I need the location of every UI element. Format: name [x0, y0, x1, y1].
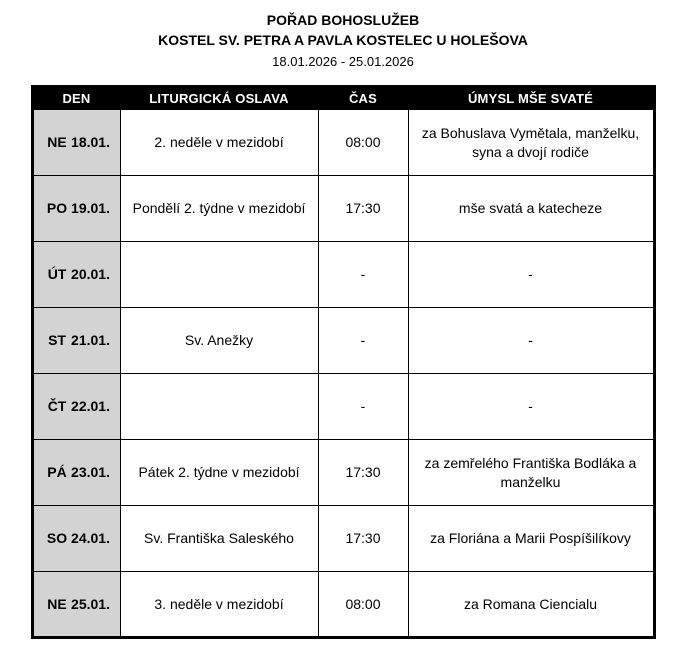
day-cell	[32, 374, 120, 440]
day-date: 23.01.	[71, 464, 110, 481]
day-abbr: ST	[48, 332, 66, 349]
celebration-cell	[120, 242, 318, 308]
day-abbr: SO	[46, 530, 68, 547]
day-date: 25.01.	[71, 595, 110, 612]
day-cell	[32, 440, 120, 506]
celebration-cell: Pondělí 2. týdne v mezidobí	[120, 176, 318, 242]
day-cell	[32, 308, 120, 374]
column-header-liturgicka-oslava: LITURGICKÁ OSLAVA	[120, 87, 318, 110]
time-cell: 08:00	[318, 572, 408, 638]
column-header-umysl: ÚMYSL MŠE SVATÉ	[408, 87, 654, 110]
intention-cell: -	[408, 308, 654, 374]
table-row	[32, 110, 654, 176]
time-cell: 17:30	[318, 440, 408, 506]
time-cell: 08:00	[318, 110, 408, 176]
day-abbr: PÁ	[47, 464, 67, 481]
intention-cell: za zemřelého Františka Bodláka a manželku	[408, 440, 654, 506]
time-cell: 17:30	[318, 506, 408, 572]
celebration-cell: 3. neděle v mezidobí	[120, 572, 318, 638]
day-date: 18.01.	[71, 134, 110, 151]
table-row	[32, 506, 654, 572]
day-date: 24.01.	[71, 530, 110, 547]
table-header-row	[32, 87, 654, 110]
column-header-cas: ČAS	[318, 87, 408, 110]
document-title: POŘAD BOHOSLUŽEB	[266, 12, 420, 28]
day-abbr: NE	[47, 134, 67, 151]
column-header-den: DEN	[32, 87, 120, 110]
document-header	[0, 10, 686, 71]
time-cell: -	[318, 242, 408, 308]
day-abbr: PO	[46, 200, 68, 217]
day-cell	[32, 176, 120, 242]
day-cell	[32, 506, 120, 572]
celebration-cell: Sv. Anežky	[120, 308, 318, 374]
intention-cell: mše svatá a katecheze	[408, 176, 654, 242]
schedule-table	[31, 85, 656, 639]
intention-cell: za Bohuslava Vymětala, manželku, syna a dvojí rodiče	[408, 110, 654, 176]
intention-cell: -	[408, 374, 654, 440]
time-cell: 17:30	[318, 176, 408, 242]
table-row	[32, 572, 654, 638]
table-row	[32, 308, 654, 374]
day-cell	[32, 242, 120, 308]
intention-cell: za Floriána a Marii Pospíšilíkovy	[408, 506, 654, 572]
table-row	[32, 440, 654, 506]
intention-cell: za Romana Ciencialu	[408, 572, 654, 638]
day-date: 21.01.	[71, 332, 110, 349]
table-row	[32, 176, 654, 242]
day-cell	[32, 572, 120, 638]
day-date: 20.01.	[71, 266, 110, 283]
table-row	[32, 374, 654, 440]
celebration-cell: 2. neděle v mezidobí	[120, 110, 318, 176]
table-row	[32, 242, 654, 308]
celebration-cell: Pátek 2. týdne v mezidobí	[120, 440, 318, 506]
time-cell: -	[318, 374, 408, 440]
celebration-cell: Sv. Františka Saleského	[120, 506, 318, 572]
day-abbr: NE	[47, 595, 67, 612]
celebration-cell	[120, 374, 318, 440]
day-abbr: ÚT	[47, 266, 67, 283]
day-date: 22.01.	[71, 398, 110, 415]
day-abbr: ČT	[47, 398, 67, 415]
intention-cell: -	[408, 242, 654, 308]
day-cell	[32, 110, 120, 176]
day-date: 19.01.	[71, 200, 110, 217]
time-cell: -	[318, 308, 408, 374]
date-range: 18.01.2026 - 25.01.2026	[272, 53, 414, 69]
document-subtitle: KOSTEL SV. PETRA A PAVLA KOSTELEC U HOLEŠOVA	[158, 32, 528, 49]
